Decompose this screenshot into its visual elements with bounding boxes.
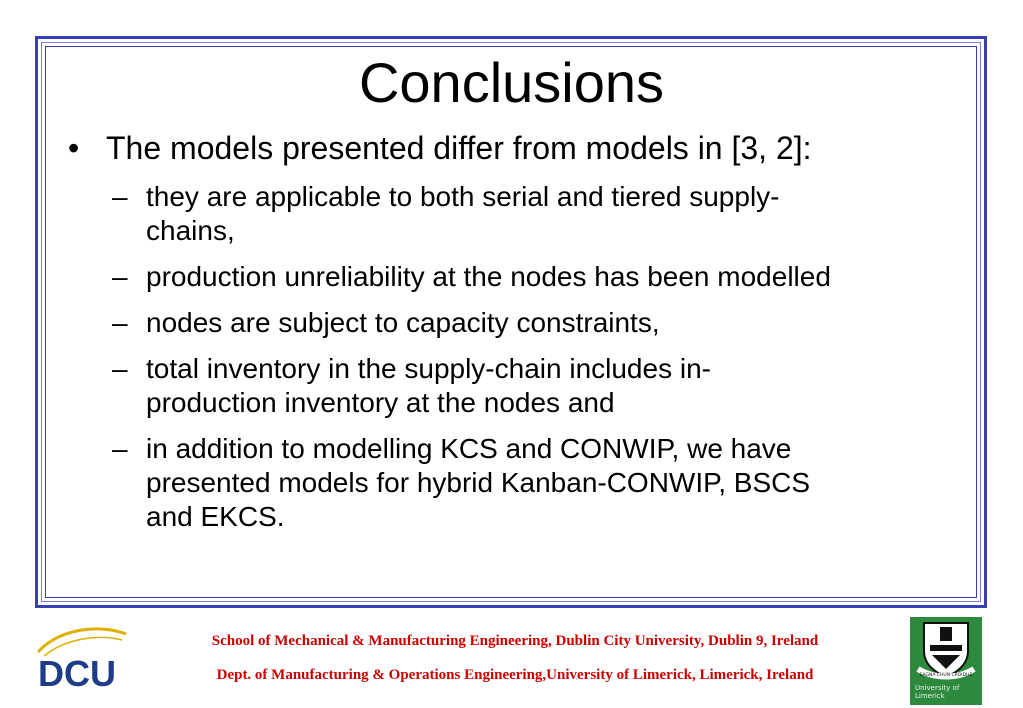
sub-bullet-list [112,180,962,546]
sub-bullet-line: and EKCS. [146,501,285,532]
sub-bullet-line: production unreliability at the nodes has been modelled [146,261,831,292]
dcu-logo [30,620,130,695]
dash-icon: – [112,307,128,338]
sub-bullet-line: presented models for hybrid Kanban-CONWIP, BSCS [146,467,811,498]
bullet-icon: • [68,130,80,166]
sub-bullet-line: total inventory in the supply-chain includes in- [146,353,711,384]
slide-title: Conclusions [358,51,665,114]
sub-bullet-line: chains, [146,215,235,246]
sub-bullet [112,352,962,420]
ul-logo-text-line: University of [915,684,960,692]
sub-bullet-line: in addition to modelling KCS and CONWIP, we have [146,433,792,464]
dash-icon: – [112,181,128,212]
crest-motto: EAGNA CHUN CROIDHE [919,673,973,678]
sub-bullet-line: they are applicable to both serial and tiered supply- [146,181,780,212]
sub-bullet [112,432,962,534]
main-bullet-text: The models presented differ from models in [3, 2]: [106,130,812,166]
dash-icon: – [112,261,128,292]
dash-icon: – [112,353,128,384]
ul-logo-text [915,684,959,700]
sub-bullet-line: production inventory at the nodes and [146,387,615,418]
sub-bullet [112,180,962,248]
footer-line-ul: Dept. of Manufacturing & Operations Engineering,University of Limerick, Limerick, Ireland [216,667,814,683]
ul-logo-text-line: Limerick [915,692,945,700]
sub-bullet [112,260,962,294]
university-of-limerick-logo [910,617,982,705]
crest-icon [910,617,982,683]
footer-line-dcu: School of Mechanical & Manufacturing Engineering, Dublin City University, Dublin 9, Ireland [211,633,819,649]
dash-icon: – [112,433,128,464]
dcu-logo-text: DCU [38,653,116,694]
sub-bullet [112,306,962,340]
sub-bullet-line: nodes are subject to capacity constraints, [146,307,660,338]
